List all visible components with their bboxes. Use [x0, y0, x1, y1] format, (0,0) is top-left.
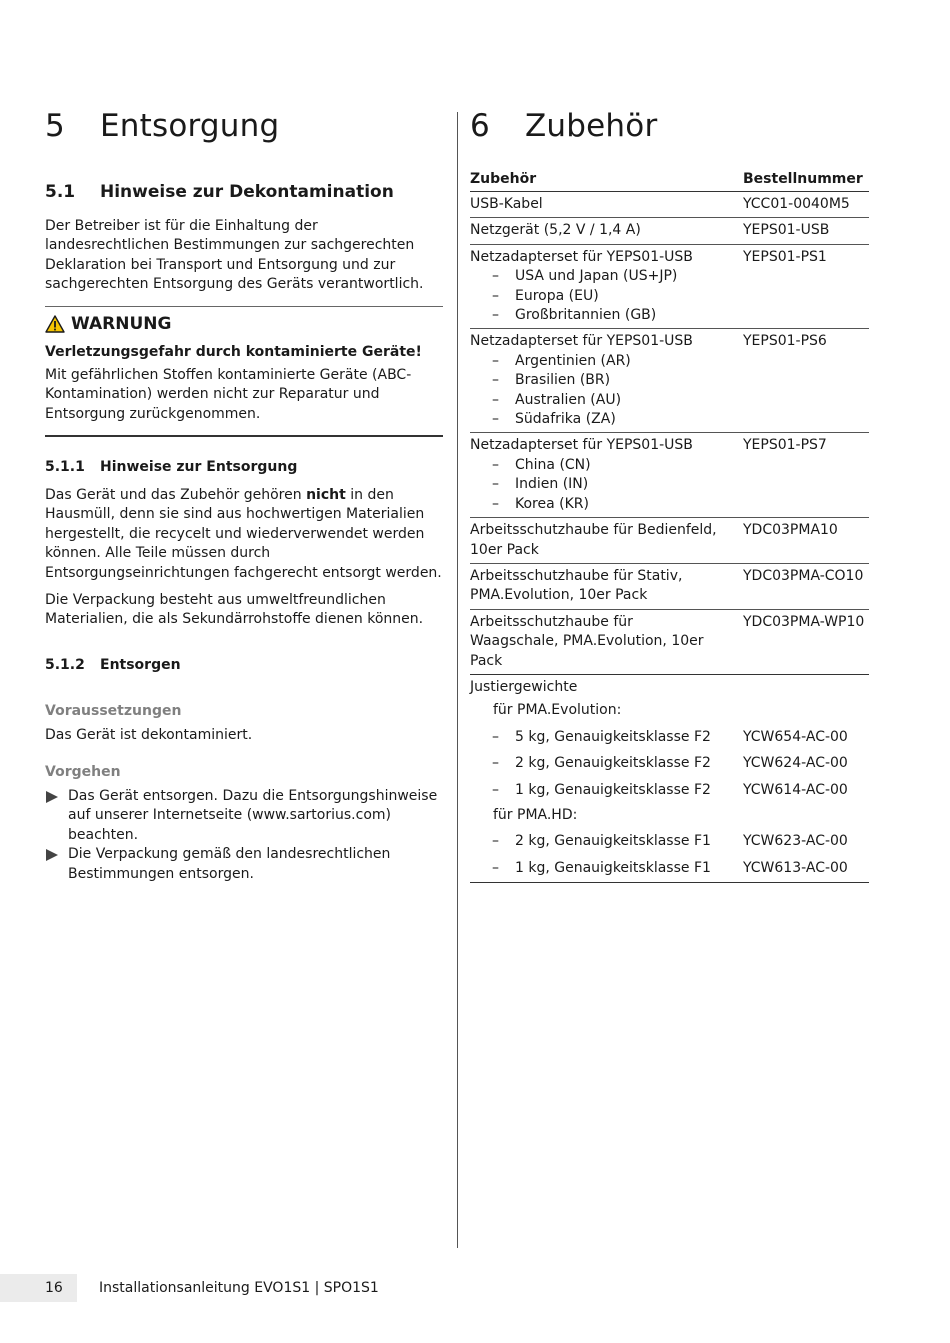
weight-row: – 1 kg, Genauigkeitsklasse F1 YCW613-AC-00: [492, 859, 848, 876]
weight-row: – 5 kg, Genauigkeitsklasse F2 YCW654-AC-00: [492, 728, 848, 745]
weight-row: – 2 kg, Genauigkeitsklasse F2 YCW624-AC-00: [492, 755, 848, 772]
table-row: Arbeitsschutzhaube für Stativ, PMA.Evolution, 10er Pack YDC03PMA-CO10: [470, 564, 869, 610]
chapter-number: 5: [45, 108, 65, 144]
section-number: 5.1: [45, 182, 76, 202]
subsection-number: 5.1.2: [45, 657, 85, 673]
procedure-step: Die Verpackung gemäß den landesrechtlichen Bestimmungen entsorgen.: [45, 845, 443, 884]
table-row: USB-Kabel YCC01-0040M5: [470, 192, 869, 218]
column-header-order-number: Bestellnummer: [743, 171, 863, 187]
intro-paragraph: Der Betreiber ist für die Einhaltung der landesrechtlichen Bestimmungen zur sachgerechten Deklaration bei Transport und Entsorgung und zur sachgerechten Entsorgung des Geräts verantwortlich.: [45, 218, 424, 293]
group-label: für PMA.HD:: [493, 806, 578, 823]
table-header: [470, 168, 869, 192]
subsection-heading-5-1-2: [45, 657, 181, 673]
page-number: 16: [0, 1274, 77, 1302]
chapter-heading-6: [470, 108, 657, 144]
prerequisites-text: Das Gerät ist dekontaminiert.: [45, 727, 253, 743]
table-row-weights: [470, 675, 869, 883]
weights-title: Justiergewichte: [470, 678, 578, 695]
subsection-title: Hinweise zur Entsorgung: [100, 459, 298, 475]
arrow-right-icon: [46, 791, 58, 803]
arrow-right-icon: [46, 849, 58, 861]
warning-title: [45, 314, 171, 334]
subsection-title: Entsorgen: [100, 657, 181, 673]
column-header-item: Zubehör: [470, 171, 537, 187]
chapter-heading-5: [45, 108, 279, 144]
chapter-number: 6: [470, 108, 490, 144]
accessories-table: [470, 168, 869, 883]
subsection-heading-5-1-1: [45, 459, 297, 475]
packaging-paragraph: Die Verpackung besteht aus umweltfreundlichen Materialien, die als Sekundärrohstoffe dienen können.: [45, 592, 424, 628]
warning-bottom-rule: [45, 435, 443, 437]
subsection-number: 5.1.1: [45, 459, 85, 475]
table-row: Netzadapterset für YEPS01-USB – Argentinien (AR) – Brasilien (BR) – Australien (AU) – Südafrika (ZA) YEPS01-PS6: [470, 329, 869, 433]
table-row: Netzgerät (5,2 V / 1,4 A) YEPS01-USB: [470, 218, 869, 244]
table-row: Arbeitsschutzhaube für Bedienfeld, 10er Pack YDC03PMA10: [470, 518, 869, 564]
warning-top-rule: [45, 306, 443, 307]
footer-document-title: Installationsanleitung EVO1S1 | SPO1S1: [99, 1280, 379, 1296]
warning-text: Mit gefährlichen Stoffen kontaminierte Geräte (ABC-Kontamination) werden nicht zur Reparatur und Entsorgung zurückgenommen.: [45, 367, 412, 422]
column-divider: [457, 112, 458, 1248]
emphasis-nicht: nicht: [306, 487, 346, 503]
chapter-title: Entsorgung: [100, 108, 280, 144]
group-label: für PMA.Evolution:: [493, 702, 622, 719]
table-row: Netzadapterset für YEPS01-USB – USA und Japan (US+JP) – Europa (EU) – Großbritannien (GB) YEPS01-PS1: [470, 245, 869, 330]
warning-triangle-icon: [45, 315, 65, 333]
warning-label: WARNUNG: [71, 314, 172, 334]
section-heading-5-1: [45, 182, 394, 202]
procedure-label: Vorgehen: [45, 764, 121, 780]
section-title: Hinweise zur Dekontamination: [100, 182, 394, 202]
table-row: Netzadapterset für YEPS01-USB – China (CN) – Indien (IN) – Korea (KR) YEPS01-PS7: [470, 433, 869, 518]
weight-row: – 1 kg, Genauigkeitsklasse F2 YCW614-AC-00: [492, 781, 848, 798]
prerequisites-label: Voraussetzungen: [45, 703, 182, 719]
procedure-steps: [45, 787, 443, 884]
procedure-step: Das Gerät entsorgen. Dazu die Entsorgungshinweise auf unserer Internetseite (www.sartorius.com) beachten.: [45, 787, 443, 845]
table-row: Arbeitsschutzhaube für Waagschale, PMA.Evolution, 10er Pack YDC03PMA-WP10: [470, 610, 869, 675]
disposal-paragraph: Das Gerät und das Zubehör gehören nicht in den Hausmüll, denn sie sind aus hochwertigen Materialien hergestellt, die recycelt und wiederverwendet werden können. Alle Teile müssen durch Entsorgungseinrichtungen fachgerecht entsorgt werden.: [45, 487, 442, 581]
chapter-title: Zubehör: [525, 108, 658, 144]
weight-row: – 2 kg, Genauigkeitsklasse F1 YCW623-AC-00: [492, 833, 848, 850]
warning-heading: Verletzungsgefahr durch kontaminierte Geräte!: [45, 344, 422, 360]
